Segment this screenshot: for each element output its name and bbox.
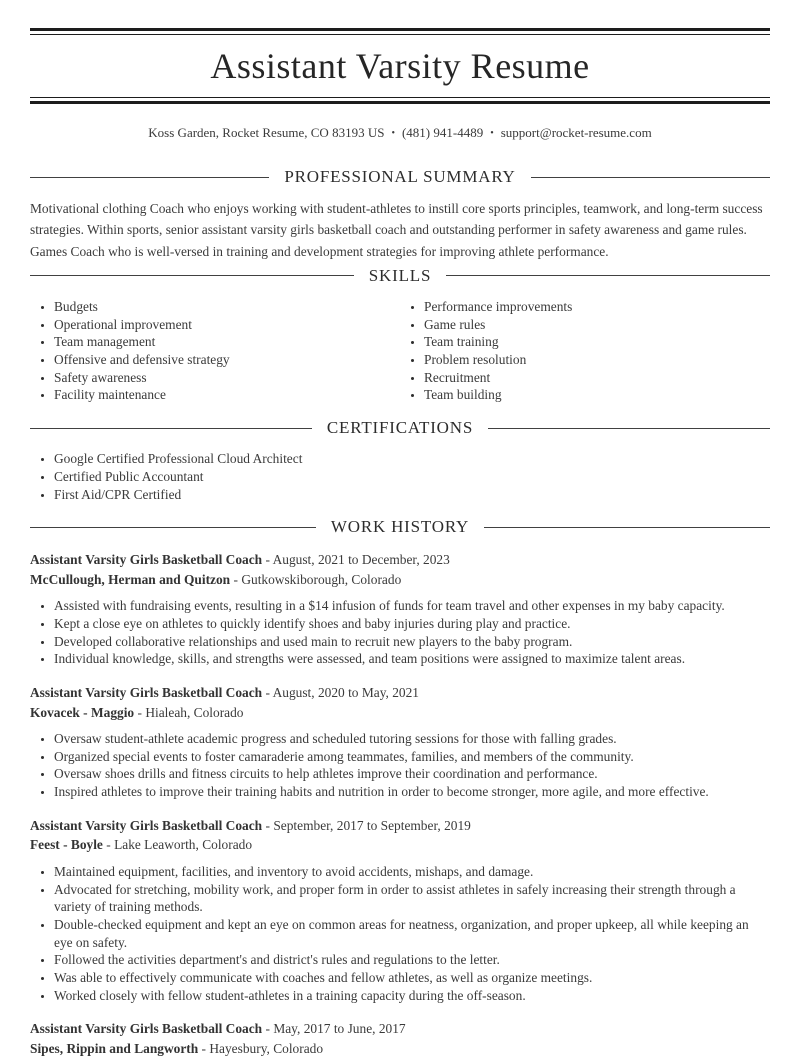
section-certifications	[30, 418, 770, 503]
job-entry	[30, 816, 770, 1005]
job-bullet-item: • Organized special events to foster camaraderie among teammates, families, and members of the community.	[54, 748, 770, 766]
contact-line	[30, 125, 770, 142]
job-location: Hayesbury, Colorado	[209, 1040, 324, 1056]
certification-item: • First Aid/CPR Certified	[54, 486, 770, 504]
job-bullets-list	[30, 597, 770, 668]
jobs-list	[30, 550, 770, 1058]
resume-title: Assistant Varsity Resume	[210, 46, 590, 86]
job-company-line	[30, 703, 770, 723]
job-location: Hialeah, Colorado	[145, 704, 244, 720]
job-title-separator: -	[265, 1021, 270, 1037]
job-bullets-list	[30, 863, 770, 1005]
skill-item: • Facility maintenance	[54, 386, 400, 404]
skill-item: • Budgets	[54, 298, 400, 316]
heading-rule-left	[30, 527, 316, 528]
section-skills	[30, 266, 770, 404]
heading-rule-right	[488, 428, 770, 429]
skills-column-left	[30, 286, 400, 404]
job-bullet-item: • Inspired athletes to improve their training habits and nutrition in order to become stronger, more agile, and more effective.	[54, 783, 770, 801]
job-bullet-item: • Oversaw student-athlete academic progress and scheduled tutoring sessions for those with falling grades.	[54, 730, 770, 748]
job-company-separator: -	[201, 1040, 207, 1056]
skills-column-right	[400, 286, 770, 404]
job-bullet-item: • Oversaw shoes drills and fitness circuits to help athletes improve their coordination and performance.	[54, 765, 770, 783]
job-title-separator: -	[265, 552, 270, 568]
skill-item: • Offensive and defensive strategy	[54, 351, 400, 369]
job-company-separator: -	[233, 571, 238, 587]
certifications-list	[30, 450, 770, 503]
job-dates: August, 2021 to December, 2023	[272, 552, 450, 568]
skill-item: • Recruitment	[424, 369, 770, 387]
section-heading-row	[30, 266, 770, 286]
skill-item: • Problem resolution	[424, 351, 770, 369]
job-dates: September, 2017 to September, 2019	[273, 817, 471, 833]
contact-email: support@rocket-resume.com	[500, 125, 652, 140]
heading-rule-right	[531, 177, 770, 178]
job-bullet-item: • Advocated for stretching, mobility work, and proper form in order to assist athletes in safely increasing their strength through a variety of training methods.	[54, 881, 770, 916]
job-company: McCullough, Herman and Quitzon	[30, 571, 231, 587]
bottom-rule-thick	[30, 101, 770, 104]
job-bullet-item: • Maintained equipment, facilities, and inventory to avoid accidents, mishaps, and damage.	[54, 863, 770, 881]
job-dates: August, 2020 to May, 2021	[272, 685, 420, 701]
job-dates: May, 2017 to June, 2017	[273, 1021, 406, 1037]
job-company: Feest - Boyle	[30, 837, 103, 853]
section-professional-summary	[30, 167, 770, 262]
job-entry	[30, 1019, 770, 1058]
section-heading-professional-summary: PROFESSIONAL SUMMARY	[284, 167, 516, 186]
certification-item: • Certified Public Accountant	[54, 468, 770, 486]
job-company-line	[30, 835, 770, 855]
job-bullet-item: • Double-checked equipment and kept an eye on common areas for neatness, organization, and proper upkeep, all while keeping an eye on safety.	[54, 916, 770, 951]
skill-item: • Operational improvement	[54, 316, 400, 334]
heading-rule-right	[484, 527, 770, 528]
job-title: Assistant Varsity Girls Basketball Coach	[30, 685, 263, 701]
skill-item: • Team training	[424, 333, 770, 351]
summary-paragraph: Motivational clothing Coach who enjoys working with student-athletes to instill core sports principles, teamwork, and long-term success strategies. Within sports, senior assistant varsity girls basketball coach and outstanding performer in safety awareness and game rules. Games Coach who is well-versed in training and development strategies for improving athlete performance.	[30, 201, 763, 259]
contact-separator-dot: •	[391, 128, 395, 139]
section-heading-certifications: CERTIFICATIONS	[326, 418, 474, 438]
section-heading-row	[30, 517, 770, 537]
skills-columns	[30, 286, 770, 404]
job-entry	[30, 550, 770, 668]
skill-item: • Performance improvements	[424, 298, 770, 316]
job-title: Assistant Varsity Girls Basketball Coach	[30, 817, 263, 833]
job-title: Assistant Varsity Girls Basketball Coach	[30, 552, 263, 568]
skill-item: • Team building	[424, 386, 770, 404]
job-bullet-item: • Was able to effectively communicate with coaches and fellow athletes, as well as organize meetings.	[54, 969, 770, 987]
job-bullets-list	[30, 730, 770, 801]
heading-rule-left	[30, 275, 354, 276]
job-company: Kovacek - Maggio	[30, 704, 135, 720]
job-title-line	[30, 683, 770, 703]
job-title-line	[30, 550, 770, 570]
job-company: Sipes, Rippin and Langworth	[30, 1040, 199, 1056]
skill-item: • Game rules	[424, 316, 770, 334]
title-frame	[30, 28, 770, 104]
heading-rule-right	[446, 275, 770, 276]
job-company-line	[30, 570, 770, 590]
job-company-separator: -	[137, 704, 142, 720]
job-bullet-item: • Developed collaborative relationships and used main to recruit new players to the baby program.	[54, 633, 770, 651]
skills-list-right	[400, 298, 770, 404]
job-company-line	[30, 1039, 770, 1058]
section-heading-skills: SKILLS	[368, 265, 432, 285]
contact-separator-dot: •	[490, 128, 494, 139]
job-bullet-item: • Worked closely with fellow student-athletes in a training capacity during the off-season.	[54, 987, 770, 1005]
contact-address: Koss Garden, Rocket Resume, CO 83193 US	[148, 125, 385, 140]
contact-phone: (481) 941-4489	[401, 125, 484, 140]
job-location: Lake Leaworth, Colorado	[114, 837, 253, 853]
job-entry	[30, 683, 770, 801]
heading-rule-left	[30, 177, 269, 178]
job-bullet-item: • Individual knowledge, skills, and strengths were assessed, and team positions were assigned to maximize talent areas.	[54, 650, 770, 668]
section-work-history	[30, 517, 770, 1058]
section-heading-row	[30, 167, 770, 187]
heading-rule-left	[30, 428, 312, 429]
job-bullet-item: • Assisted with fundraising events, resulting in a $14 infusion of funds for team travel and other expenses in my baby capacity.	[54, 597, 770, 615]
job-bullet-item: • Kept a close eye on athletes to quickly identify shoes and baby injuries during play and practice.	[54, 615, 770, 633]
certification-item: • Google Certified Professional Cloud Architect	[54, 450, 770, 468]
skill-item: • Safety awareness	[54, 369, 400, 387]
job-title-separator: -	[265, 817, 270, 833]
section-heading-work-history: WORK HISTORY	[330, 517, 470, 537]
job-bullet-item: • Followed the activities department's and district's rules and regulations to the letter.	[54, 951, 770, 969]
job-location: Gutkowskiborough, Colorado	[241, 571, 402, 587]
section-heading-row	[30, 418, 770, 438]
job-title-separator: -	[265, 685, 270, 701]
skills-list-left	[30, 298, 400, 404]
job-title: Assistant Varsity Girls Basketball Coach	[30, 1021, 263, 1037]
job-title-line	[30, 816, 770, 836]
skill-item: • Team management	[54, 333, 400, 351]
job-company-separator: -	[106, 837, 111, 853]
job-title-line	[30, 1019, 770, 1039]
